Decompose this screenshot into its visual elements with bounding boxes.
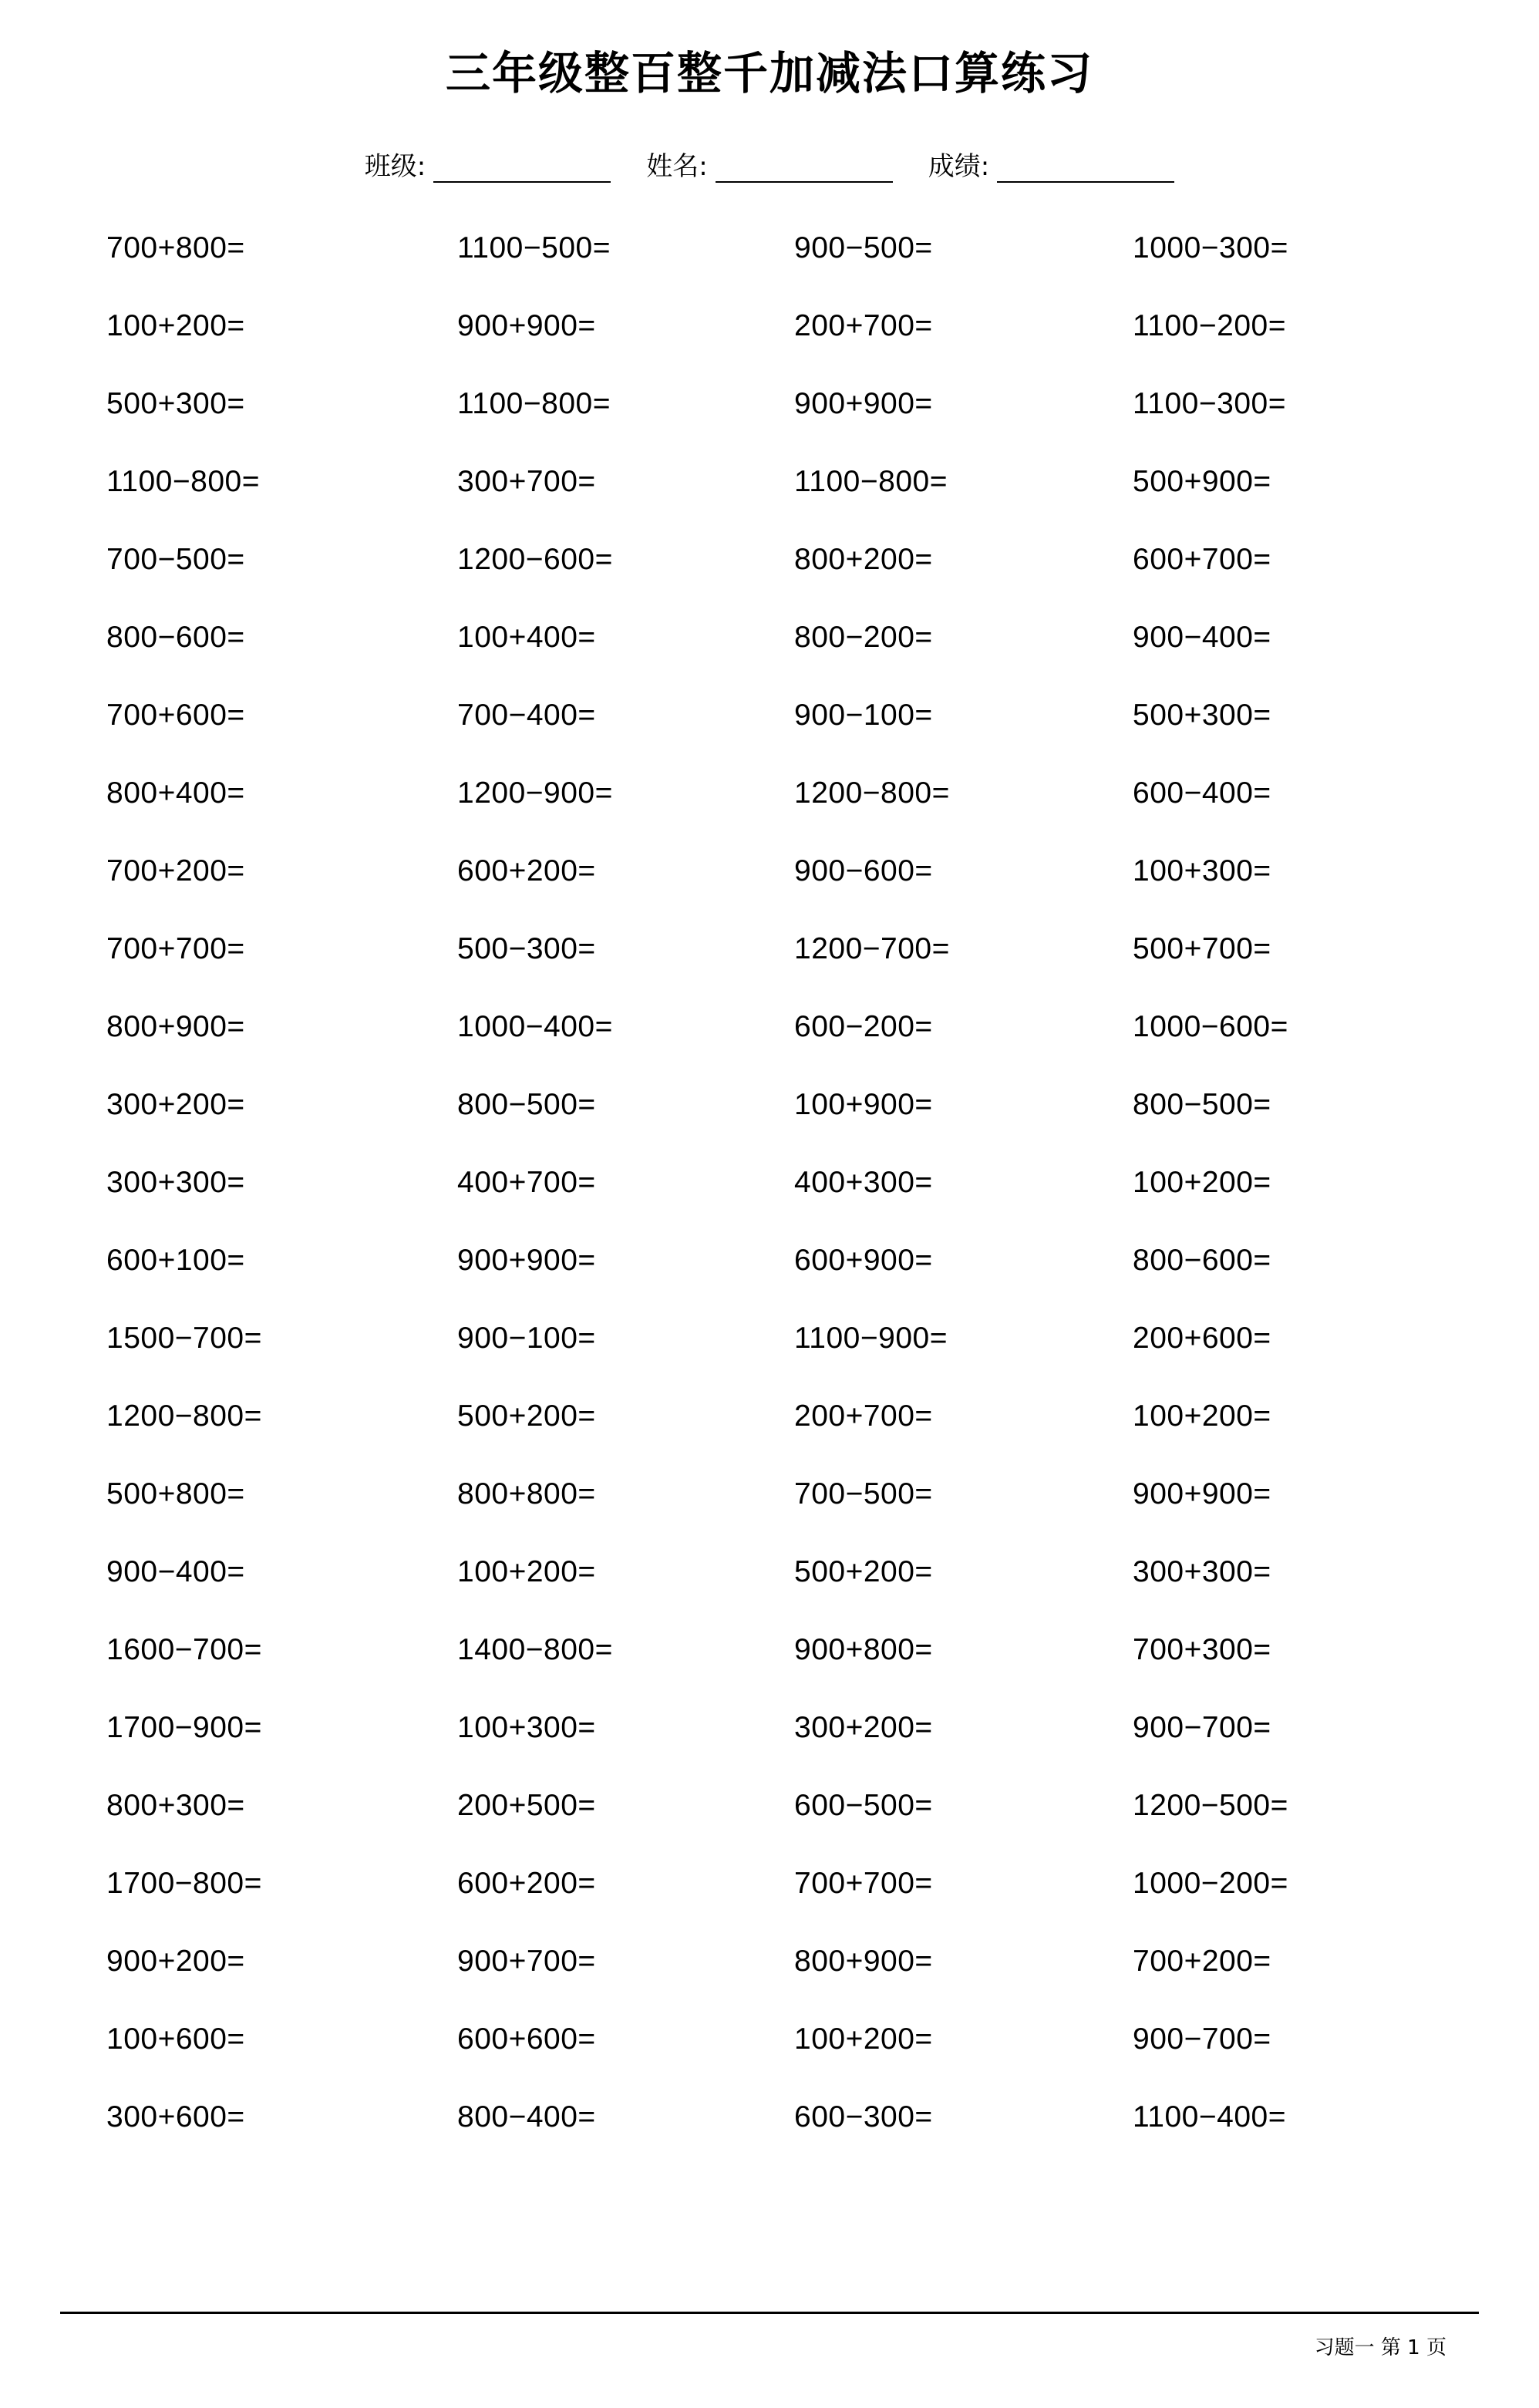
- problem-item: 1000−200=: [1133, 1867, 1288, 1900]
- problem-item: 300+200=: [794, 1711, 933, 1744]
- score-field: [928, 145, 1174, 183]
- problem-item: 700+700=: [106, 932, 245, 965]
- page-title: 三年级整百整千加减法口算练习: [445, 47, 1093, 99]
- problem-item: 100+600=: [106, 2022, 245, 2056]
- worksheet-page: [0, 37, 1539, 2408]
- problem-item: 1100−500=: [457, 231, 611, 264]
- problem-item: 800−600=: [1133, 1244, 1271, 1277]
- problem-item: 800−400=: [457, 2100, 596, 2134]
- problem-item: 1000−400=: [457, 1010, 613, 1043]
- problem-item: 1000−300=: [1133, 231, 1288, 264]
- problem-item: 900+900=: [457, 309, 596, 342]
- problem-item: 300+700=: [457, 465, 596, 498]
- problem-item: 600−200=: [794, 1010, 933, 1043]
- problem-item: 500+900=: [1133, 465, 1271, 498]
- problem-item: 900+200=: [106, 1945, 245, 1978]
- problem-item: 700+800=: [106, 231, 245, 264]
- score-blank-line[interactable]: [997, 158, 1174, 183]
- problem-item: 600−500=: [794, 1789, 933, 1822]
- problem-item: 700+700=: [794, 1867, 933, 1900]
- problem-item: 1200−800=: [106, 1399, 262, 1433]
- problem-item: 1200−900=: [457, 776, 613, 810]
- problem-item: 800−200=: [794, 621, 933, 654]
- problem-item: 1100−800=: [106, 465, 260, 498]
- footer-divider: [60, 2312, 1479, 2314]
- problem-item: 600+700=: [1133, 543, 1271, 576]
- problem-item: 1100−900=: [794, 1322, 948, 1355]
- problem-item: 500+200=: [457, 1399, 596, 1433]
- problem-item: 900+900=: [457, 1244, 596, 1277]
- problem-item: 500+200=: [794, 1555, 933, 1588]
- problem-item: 1700−800=: [106, 1867, 262, 1900]
- problem-item: 100+200=: [794, 2022, 933, 2056]
- problem-item: 200+600=: [1133, 1322, 1271, 1355]
- problem-item: 100+200=: [457, 1555, 596, 1588]
- problem-item: 900−600=: [794, 854, 933, 887]
- problem-item: 500+300=: [106, 387, 245, 420]
- problem-item: 1000−600=: [1133, 1010, 1288, 1043]
- problem-item: 700−500=: [794, 1477, 933, 1510]
- problem-item: 900+700=: [457, 1945, 596, 1978]
- problem-item: 300+200=: [106, 1088, 245, 1121]
- problem-item: 900+900=: [794, 387, 933, 420]
- problem-item: 700+200=: [106, 854, 245, 887]
- problem-item: 400+700=: [457, 1166, 596, 1199]
- class-field: [365, 145, 611, 183]
- problem-item: 900−400=: [1133, 621, 1271, 654]
- problem-item: 100+300=: [457, 1711, 596, 1744]
- problem-item: 600+200=: [457, 854, 596, 887]
- problem-item: 800+300=: [106, 1789, 245, 1822]
- problem-item: 800−600=: [106, 621, 245, 654]
- problem-item: 800−500=: [1133, 1088, 1271, 1121]
- problem-item: 600+900=: [794, 1244, 933, 1277]
- problem-item: 900−500=: [794, 231, 933, 264]
- problem-item: 600−400=: [1133, 776, 1271, 810]
- problem-item: 300+300=: [106, 1166, 245, 1199]
- problem-item: 1100−300=: [1133, 387, 1286, 420]
- problem-item: 900+800=: [794, 1633, 933, 1666]
- problem-item: 100+200=: [1133, 1399, 1271, 1433]
- problem-grid: [93, 209, 1446, 2156]
- score-label: 成绩:: [928, 151, 990, 182]
- name-label: 姓名:: [646, 151, 708, 182]
- problem-item: 100+200=: [106, 309, 245, 342]
- problem-item: 600−300=: [794, 2100, 933, 2134]
- problem-item: 300+300=: [1133, 1555, 1271, 1588]
- problem-item: 300+600=: [106, 2100, 245, 2134]
- problem-item: 1100−400=: [1133, 2100, 1286, 2134]
- page-footer: 习题一 第 1 页: [1314, 2336, 1446, 2359]
- class-blank-line[interactable]: [433, 158, 611, 183]
- problem-item: 800+200=: [794, 543, 933, 576]
- problem-item: 1200−500=: [1133, 1789, 1288, 1822]
- problem-item: 1200−700=: [794, 932, 950, 965]
- problem-item: 800+800=: [457, 1477, 596, 1510]
- problem-item: 1200−600=: [457, 543, 613, 576]
- problem-item: 1100−800=: [794, 465, 948, 498]
- problem-item: 800+900=: [794, 1945, 933, 1978]
- name-field: [646, 145, 892, 183]
- problem-item: 500+700=: [1133, 932, 1271, 965]
- problem-item: 700−500=: [106, 543, 245, 576]
- problem-item: 1100−200=: [1133, 309, 1286, 342]
- problem-item: 700+600=: [106, 699, 245, 732]
- problem-item: 700−400=: [457, 699, 596, 732]
- problem-item: 1100−800=: [457, 387, 611, 420]
- problem-item: 500+300=: [1133, 699, 1271, 732]
- problem-item: 200+700=: [794, 1399, 933, 1433]
- problem-item: 900+900=: [1133, 1477, 1271, 1510]
- problem-item: 700+200=: [1133, 1945, 1271, 1978]
- problem-item: 1700−900=: [106, 1711, 262, 1744]
- problem-item: 900−100=: [794, 699, 933, 732]
- problem-item: 1500−700=: [106, 1322, 262, 1355]
- problem-item: 900−700=: [1133, 1711, 1271, 1744]
- problem-item: 800+400=: [106, 776, 245, 810]
- problem-item: 100+300=: [1133, 854, 1271, 887]
- problem-item: 100+900=: [794, 1088, 933, 1121]
- problem-item: 600+200=: [457, 1867, 596, 1900]
- problem-item: 800+900=: [106, 1010, 245, 1043]
- problem-item: 200+700=: [794, 309, 933, 342]
- student-info-row: [93, 145, 1446, 183]
- problem-item: 500+800=: [106, 1477, 245, 1510]
- problem-item: 700+300=: [1133, 1633, 1271, 1666]
- problem-item: 1400−800=: [457, 1633, 613, 1666]
- problem-item: 900−100=: [457, 1322, 596, 1355]
- problem-item: 500−300=: [457, 932, 596, 965]
- problem-item: 900−700=: [1133, 2022, 1271, 2056]
- name-blank-line[interactable]: [716, 158, 893, 183]
- problem-item: 200+500=: [457, 1789, 596, 1822]
- problem-item: 100+400=: [457, 621, 596, 654]
- problem-item: 1200−800=: [794, 776, 950, 810]
- problem-item: 600+600=: [457, 2022, 596, 2056]
- problem-item: 100+200=: [1133, 1166, 1271, 1199]
- problem-item: 1600−700=: [106, 1633, 262, 1666]
- problem-item: 600+100=: [106, 1244, 245, 1277]
- problem-item: 800−500=: [457, 1088, 596, 1121]
- class-label: 班级:: [364, 151, 426, 182]
- problem-item: 400+300=: [794, 1166, 933, 1199]
- problem-item: 900−400=: [106, 1555, 245, 1588]
